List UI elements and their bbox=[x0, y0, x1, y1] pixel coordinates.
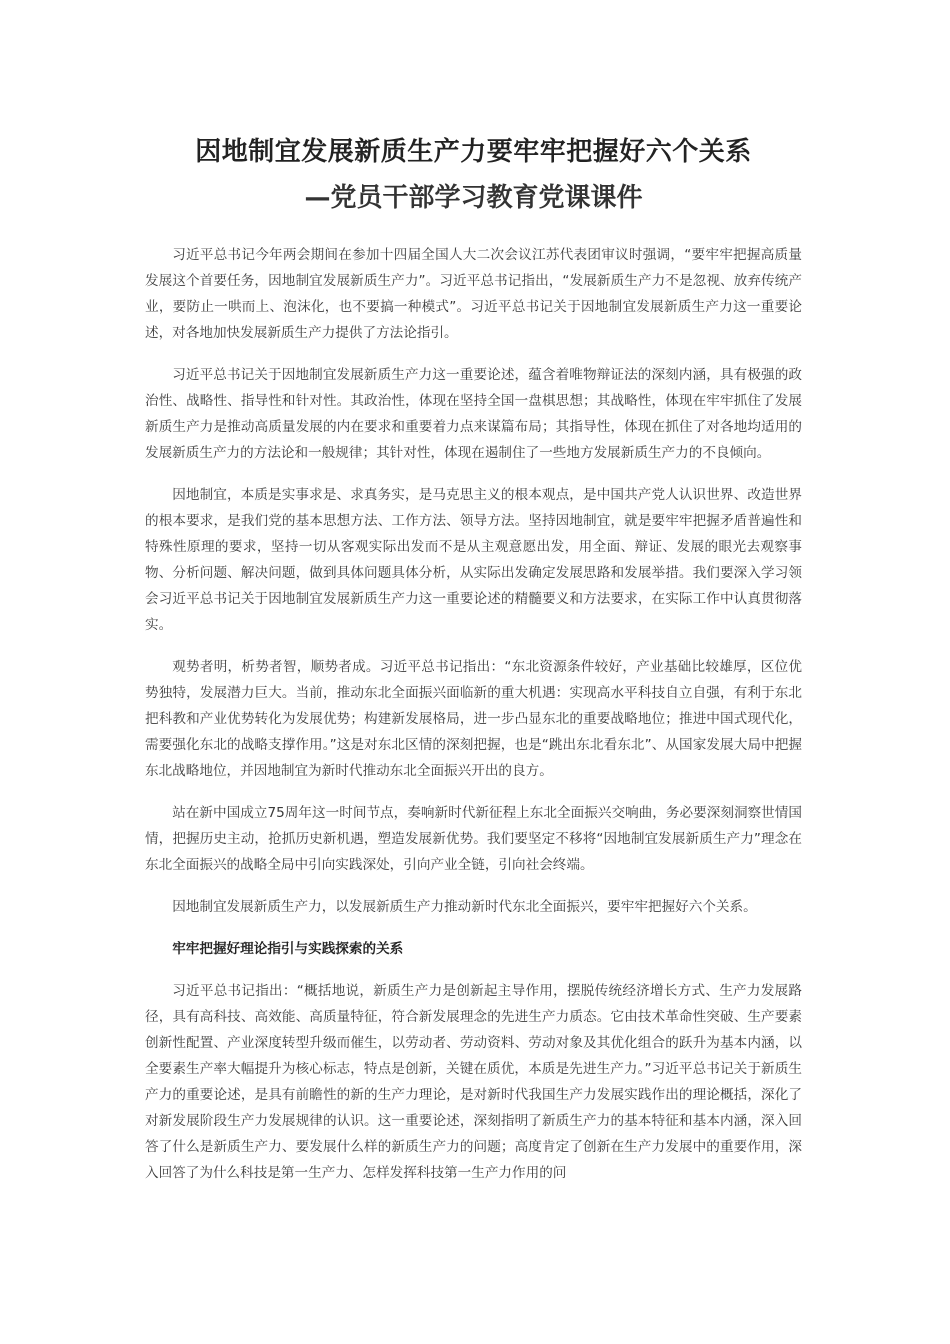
paragraph-5: 站在新中国成立75周年这一时间节点，奏响新时代新征程上东北全面振兴交响曲，务必要深刻洞察世情国情，把握历史主动，抢抓历史新机遇，塑造发展新优势。我们要坚定不移将“因地制宜发展新质生产力”理念在东北全面振兴的战略全局中引向实践深处，引向产业全链，引向社会终端。 bbox=[145, 805, 802, 873]
section-paragraph: 习近平总书记指出：“概括地说，新质生产力是创新起主导作用，摆脱传统经济增长方式、生产力发展路径，具有高科技、高效能、高质量特征，符合新发展理念的先进生产力质态。它由技术革命性突破、生产要素创新性配置、产业深度转型升级而催生，以劳动者、劳动资料、劳动对象及其优化组合的跃升为基本内涵，以全要素生产率大幅提升为核心标志，特点是创新，关键在质优，本质是先进生产力。”习近平总书记关于新质生产力的重要论述，是具有前瞻性的新的生产力理论，是对新时代我国生产力发展实践作出的理论概括，深化了对新发展阶段生产力发展规律的认识。这一重要论述，深刻指明了新质生产力的基本特征和基本内涵，深入回答了什么是新质生产力、要发展什么样的新质生产力的问题；高度肯定了创新在生产力发展中的重要作用，深入回答了为什么科技是第一生产力、怎样发挥科技第一生产力作用的问 bbox=[145, 983, 802, 1181]
paragraph-2: 习近平总书记关于因地制宜发展新质生产力这一重要论述，蕴含着唯物辩证法的深刻内涵，具有极强的政治性、战略性、指导性和针对性。其政治性，体现在坚持全国一盘棋思想；其战略性，体现在牢牢抓住了发展新质生产力是推动高质量发展的内在要求和重要着力点来谋篇布局；其指导性，体现在抓住了对各地均适用的发展新质生产力的方法论和一般规律；其针对性，体现在遏制住了一些地方发展新质生产力的不良倾向。 bbox=[145, 367, 802, 461]
section-heading: 牢牢把握好理论指引与实践探索的关系 bbox=[172, 941, 404, 957]
document-subtitle: —党员干部学习教育党课课件 bbox=[304, 183, 643, 213]
paragraph-6: 因地制宜发展新质生产力，以发展新质生产力推动新时代东北全面振兴，要牢牢把握好六个关系。 bbox=[172, 899, 757, 915]
paragraph-4: 观势者明，析势者智，顺势者成。习近平总书记指出：“东北资源条件较好，产业基础比较雄厚，区位优势独特，发展潜力巨大。当前，推动东北全面振兴面临新的重大机遇：实现高水平科技自立自强，有利于东北把科教和产业优势转化为发展优势；构建新发展格局，进一步凸显东北的重要战略地位；推进中国式现代化，需要强化东北的战略支撑作用。”这是对东北区情的深刻把握，也是“跳出东北看东北”、从国家发展大局中把握东北战略地位，并因地制宜为新时代推动东北全面振兴开出的良方。 bbox=[145, 659, 802, 779]
paragraph-3: 因地制宜，本质是实事求是、求真务实，是马克思主义的根本观点，是中国共产党人认识世界、改造世界的根本要求，是我们党的基本思想方法、工作方法、领导方法。坚持因地制宜，就是要牢牢把握矛盾普遍性和特殊性原理的要求，坚持一切从客观实际出发而不是从主观意愿出发，用全面、辩证、发展的眼光去观察事物、分析问题、解决问题，做到具体问题具体分析，从实际出发确定发展思路和发展举措。我们要深入学习领会习近平总书记关于因地制宜发展新质生产力这一重要论述的精髓要义和方法要求，在实际工作中认真贯彻落实。 bbox=[145, 487, 802, 633]
paragraph-1: 习近平总书记今年两会期间在参加十四届全国人大二次会议江苏代表团审议时强调，“要牢牢把握高质量发展这个首要任务，因地制宜发展新质生产力”。习近平总书记指出，“发展新质生产力不是忽视、放弃传统产业，要防止一哄而上、泡沫化，也不要搞一种模式”。习近平总书记关于因地制宜发展新质生产力这一重要论述，对各地加快发展新质生产力提供了方法论指引。 bbox=[145, 247, 802, 341]
document-title: 因地制宜发展新质生产力要牢牢把握好六个关系 bbox=[195, 137, 752, 167]
